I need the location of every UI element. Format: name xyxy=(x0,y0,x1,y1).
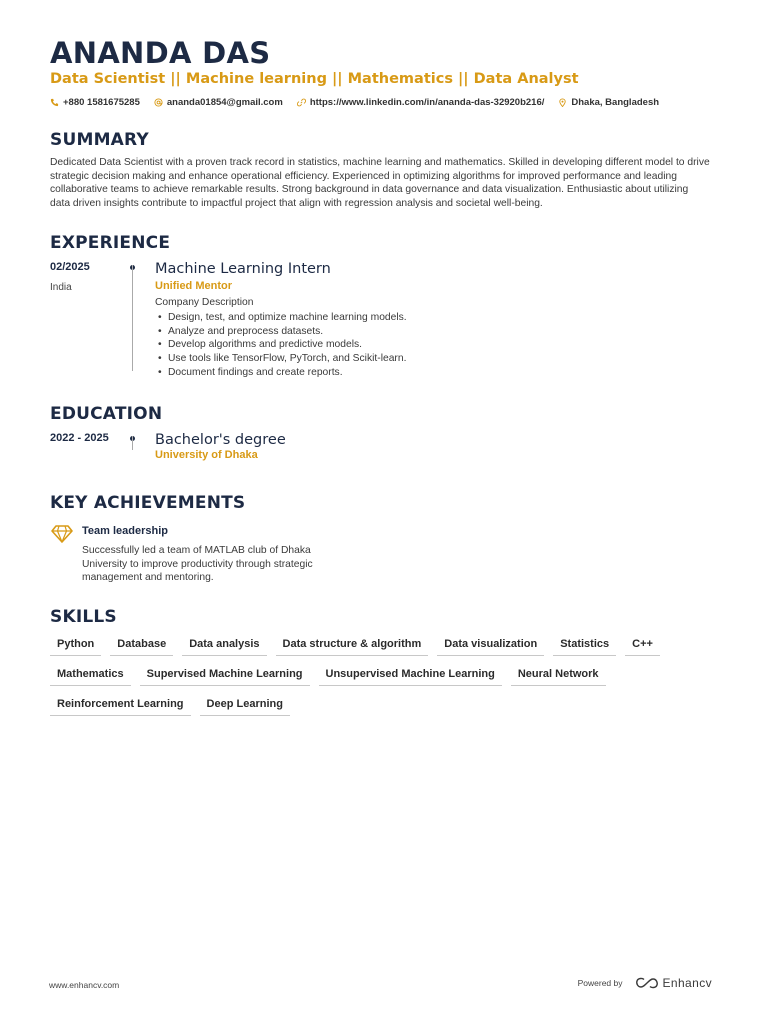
achievement-name: Team leadership xyxy=(82,524,168,537)
enhancv-logo-icon xyxy=(635,977,659,989)
education-school: University of Dhaka xyxy=(155,448,258,461)
phone-icon xyxy=(50,98,59,107)
candidate-headline: Data Scientist || Machine learning || Mathematics || Data Analyst xyxy=(50,71,579,87)
summary-text: Dedicated Data Scientist with a proven track record in statistics, machine learning and mathematics. Skilled in developing different model to drive strategic decision making and enhance operational efficiency. Experienced in optimizing algorithms for improved performance and leading collaborative teams to achieve remarkable results. Strong background in data governance and data visualization. Enthusiastic about utilizing data driven insights contribute to impactful project that align with regression analysis and societal well-being. xyxy=(50,157,710,210)
enhancv-logo[interactable] xyxy=(635,976,713,990)
footer-branding xyxy=(578,976,712,990)
email-text: ananda01854@gmail.com xyxy=(166,97,283,108)
contact-email[interactable] xyxy=(154,97,283,108)
candidate-name: ANANDA DAS xyxy=(50,36,271,70)
skill-tag: C++ xyxy=(625,635,660,656)
location-pin-icon xyxy=(558,98,567,107)
education-entry xyxy=(50,432,720,466)
skill-tag: Supervised Machine Learning xyxy=(140,665,310,686)
experience-description: Company Description xyxy=(155,296,254,308)
skills-list xyxy=(50,635,730,716)
at-sign-icon xyxy=(154,98,163,107)
skill-tag: Deep Learning xyxy=(200,695,290,716)
contact-phone[interactable] xyxy=(50,97,140,108)
skill-tag: Python xyxy=(50,635,101,656)
contact-bar xyxy=(50,97,720,108)
footer-website-link[interactable]: www.enhancv.com xyxy=(49,980,120,990)
achievement-description: Successfully led a team of MATLAB club of Dhaka University to improve productivity through strategic management and mentoring. xyxy=(82,544,313,584)
skill-tag: Statistics xyxy=(553,635,616,656)
skills-heading: SKILLS xyxy=(50,606,117,627)
resume-page xyxy=(50,36,720,716)
experience-company: Unified Mentor xyxy=(155,279,232,292)
skill-tag: Data structure & algorithm xyxy=(276,635,429,656)
link-icon xyxy=(297,98,306,107)
achievements-heading: KEY ACHIEVEMENTS xyxy=(50,492,246,513)
experience-entry xyxy=(50,261,720,379)
bullet-item: • Design, test, and optimize machine learning models. xyxy=(155,311,720,325)
skill-tag: Mathematics xyxy=(50,665,131,686)
bullet-item: • Develop algorithms and predictive models. xyxy=(155,338,720,352)
bullet-item: • Document findings and create reports. xyxy=(155,366,720,380)
education-date: 2022 - 2025 xyxy=(50,431,109,444)
summary-heading: SUMMARY xyxy=(50,130,149,150)
brand-name: Enhancv xyxy=(662,976,712,990)
timeline-line xyxy=(132,265,133,371)
bullet-item: • Analyze and preprocess datasets. xyxy=(155,325,720,339)
experience-location: India xyxy=(50,281,72,293)
skill-tag: Database xyxy=(110,635,173,656)
bullet-item: • Use tools like TensorFlow, PyTorch, and Scikit-learn. xyxy=(155,352,720,366)
achievement-item xyxy=(50,523,720,585)
timeline-line xyxy=(132,436,133,450)
experience-heading: EXPERIENCE xyxy=(50,232,171,253)
contact-location xyxy=(558,97,659,108)
contact-linkedin[interactable] xyxy=(297,97,545,108)
location-text: Dhaka, Bangladesh xyxy=(571,97,660,108)
skill-tag: Data visualization xyxy=(437,635,544,656)
phone-text: +880 1581675285 xyxy=(63,97,140,108)
experience-date: 02/2025 xyxy=(50,260,90,273)
linkedin-text: https://www.linkedin.com/in/ananda-das-32920b216/ xyxy=(309,97,545,108)
education-degree: Bachelor's degree xyxy=(155,431,286,448)
skill-tag: Unsupervised Machine Learning xyxy=(319,665,502,686)
skill-tag: Reinforcement Learning xyxy=(50,695,191,716)
diamond-icon xyxy=(50,523,74,545)
experience-role: Machine Learning Intern xyxy=(155,260,331,277)
skill-tag: Data analysis xyxy=(182,635,266,656)
skill-tag: Neural Network xyxy=(511,665,606,686)
powered-by-label: Powered by xyxy=(577,978,623,988)
education-heading: EDUCATION xyxy=(50,403,163,424)
experience-bullets xyxy=(155,311,720,380)
